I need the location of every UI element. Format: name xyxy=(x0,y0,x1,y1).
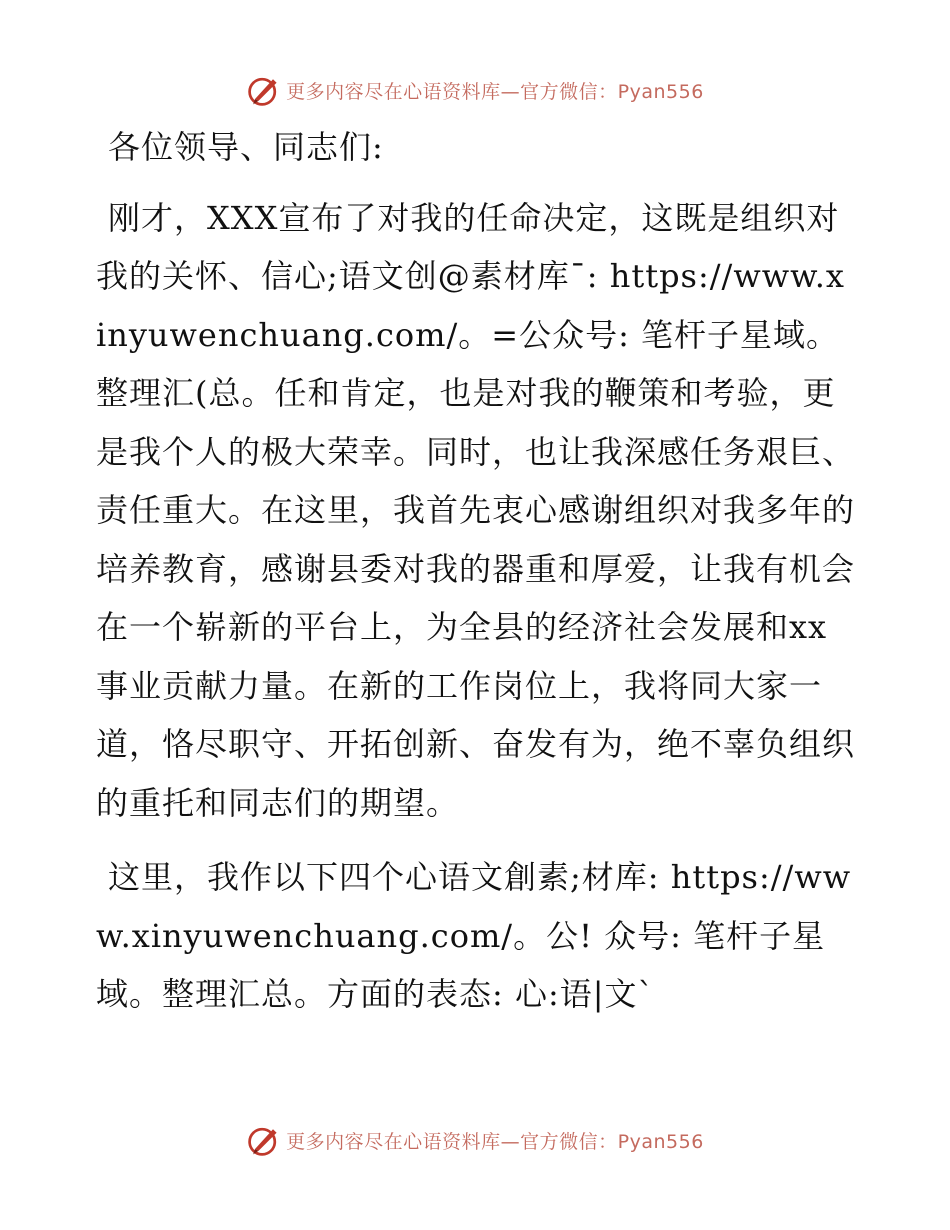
paragraph-2: 这里，我作以下四个心语文創素;材库: https://www.xinyuwenchuang.com/。公! 众号: 笔杆子星域。整理汇总。方面的表态: 心:语|文` xyxy=(96,858,852,1013)
paragraph-1: 刚才，XXX宣布了对我的任命决定，这既是组织对我的关怀、信心;语文创@素材库¯: https://www.xinyuwenchuang.com/。=公众号: 笔杆子星域。整理汇(总。任和肯定，也是对我的鞭策和考验，更是我个人的极大荣幸。同时，也让我深感任务艰巨、责任重大。在这里，我首先衷心感谢组织对我多年的培养教育，感谢县委对我的器重和厚爱，让我有机会在一个崭新的平台上，为全县的经济社会发展和xx事业贡献力量。在新的工作岗位上，我将同大家一道，恪尽职守、开拓创新、奋发有为，绝不辜负组织的重托和同志们的期望。 xyxy=(96,198,856,822)
pen-logo-icon xyxy=(246,72,282,108)
header-banner-text: 更多内容尽在心语资料库—官方微信：Pyan556 xyxy=(286,80,704,103)
footer-banner-text: 更多内容尽在心语资料库—官方微信：Pyan556 xyxy=(286,1130,704,1153)
salutation: 各位领导、同志们: xyxy=(108,128,384,166)
document-body xyxy=(96,118,856,1024)
header-banner xyxy=(0,70,950,110)
pen-logo-icon xyxy=(246,1122,282,1158)
footer-banner xyxy=(0,1120,950,1160)
